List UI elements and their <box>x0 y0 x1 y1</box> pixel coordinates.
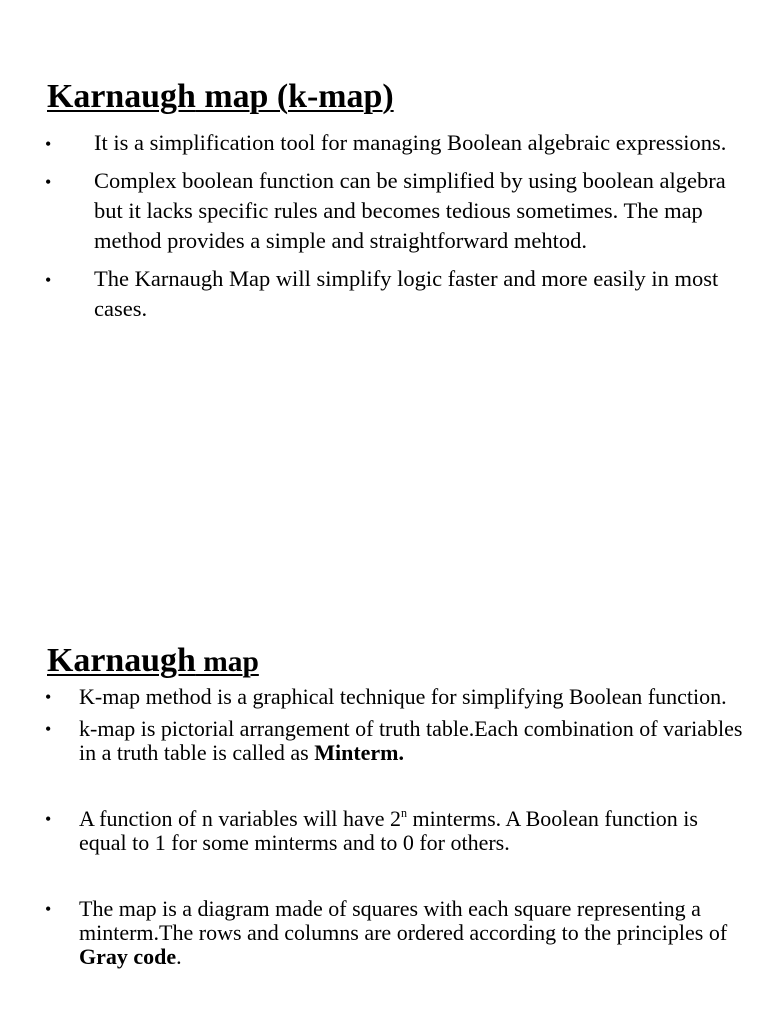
bullet-dot: • <box>45 719 52 739</box>
slide2-bullet-text: A function of n variables will have 2 <box>79 806 401 831</box>
slide1-title-rest: map (k-map) <box>195 78 394 115</box>
slide2-title-rest: map <box>195 646 259 678</box>
slide1-bullet-item <box>45 128 745 158</box>
gray-code-term: Gray code <box>79 944 177 969</box>
slide2-bullet-text: k-map is pictorial arrangement of truth table.Each combination of variables in a truth table is called as <box>79 716 743 765</box>
slide2-bullet-text: The map is a diagram made of squares with each square representing a minterm.The rows and columns are ordered according to the principles of <box>79 896 728 945</box>
minterm-term: Minterm. <box>314 740 404 765</box>
slide2-bullet-text: K-map method is a graphical technique for simplifying Boolean function. <box>79 684 727 709</box>
slide2-bullet-item <box>45 685 745 709</box>
slide2-title <box>47 640 259 682</box>
slide1-bullet-text: It is a simplification tool for managing Boolean algebraic expressions. <box>94 130 727 155</box>
slide1-bullet-list <box>45 128 745 332</box>
slide1-bullet-text: Complex boolean function can be simplified by using boolean algebra but it lacks specific rules and becomes tedious sometimes. The map method provides a simple and straightforward mehtod. <box>94 168 726 253</box>
bullet-dot: • <box>45 172 52 192</box>
exponent-n: n <box>400 805 408 820</box>
bullet-dot: • <box>45 270 52 290</box>
slide2-bullet-list <box>45 685 745 969</box>
bullet-dot: • <box>45 134 52 154</box>
slide1-title <box>47 78 394 116</box>
slide2-bullet-end: . <box>176 944 182 969</box>
slide1-bullet-item <box>45 264 745 324</box>
slide2-title-karnaugh: Karnaugh <box>47 642 196 679</box>
bullet-dot: • <box>45 899 52 919</box>
slide2-bullet-text-cont: minterms. A Boolean function is equal to 1 for some minterms and to 0 for others. <box>79 806 698 855</box>
bullet-dot: • <box>45 809 52 829</box>
slide2-bullet-item <box>45 897 745 969</box>
slide1-title-karnaugh: Karnaugh <box>47 78 196 115</box>
bullet-dot: • <box>45 687 52 707</box>
slide2-bullet-item <box>45 717 745 765</box>
slide1-bullet-text: The Karnaugh Map will simplify logic faster and more easily in most cases. <box>94 266 719 321</box>
slide1-bullet-item <box>45 166 745 256</box>
slide2-bullet-item <box>45 807 745 855</box>
